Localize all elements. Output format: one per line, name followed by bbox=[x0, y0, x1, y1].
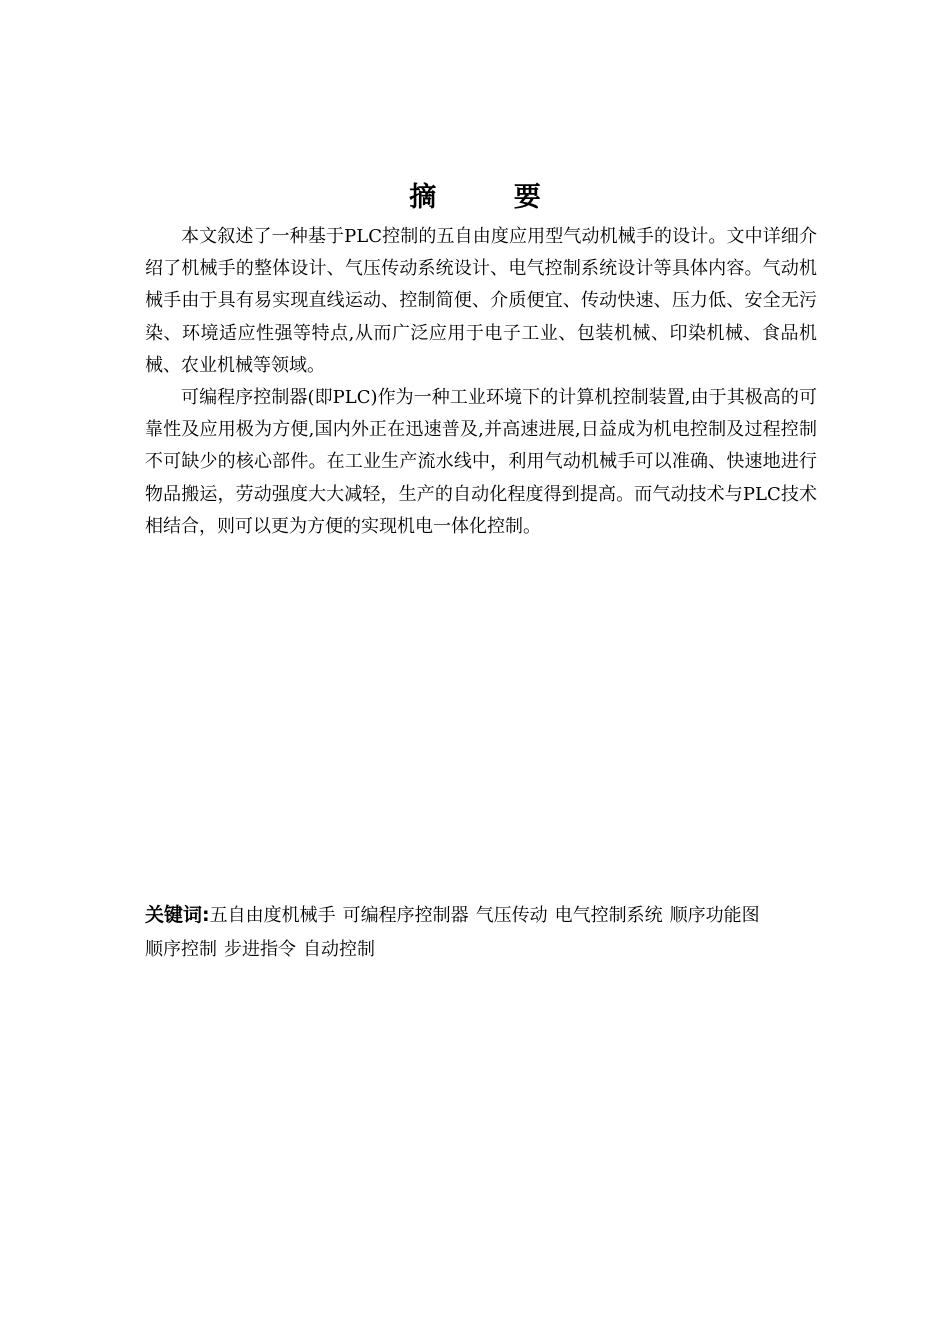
keyword-item: 五自由度机械手 bbox=[209, 905, 336, 926]
keyword-item: 步进指令 bbox=[224, 939, 296, 960]
keyword-item: 顺序功能图 bbox=[669, 905, 760, 926]
abstract-title: 摘 要 bbox=[409, 182, 575, 213]
abstract-body bbox=[145, 221, 817, 543]
keyword-item: 电气控制系统 bbox=[554, 905, 663, 926]
keyword-item: 可编程序控制器 bbox=[342, 905, 469, 926]
keywords-label: 关键词: bbox=[145, 904, 210, 926]
keywords-section bbox=[145, 898, 817, 967]
keyword-item: 顺序控制 bbox=[145, 939, 217, 960]
keyword-item: 气压传动 bbox=[475, 905, 548, 926]
abstract-paragraph-1: 本文叙述了一种基于PLC控制的五自由度应用型气动机械手的设计。文中详细介绍了机械手的整体设计、气压传动系统设计、电气控制系统设计等具体内容。气动机械手由于具有易实现直线运动、控制简便、介质便宜、传动快速、压力低、安全无污染、环境适应性强等特点,从而广泛应用于电子工业、包装机械、印染机械、食品机械、农业机械等领域。 bbox=[145, 226, 817, 376]
keyword-item: 自动控制 bbox=[303, 939, 375, 960]
abstract-paragraph-2: 可编程序控制器(即PLC)作为一种工业环境下的计算机控制装置,由于其极高的可靠性及应用极为方便,国内外正在迅速普及,并高速进展,日益成为机电控制及过程控制不可缺少的核心部件。在工业生产流水线中，利用气动机械手可以准确、快速地进行物品搬运，劳动强度大大减轻，生产的自动化程度得到提高。而气动技术与PLC技术相结合，则可以更为方便的实现机电一体化控制。 bbox=[145, 387, 817, 537]
